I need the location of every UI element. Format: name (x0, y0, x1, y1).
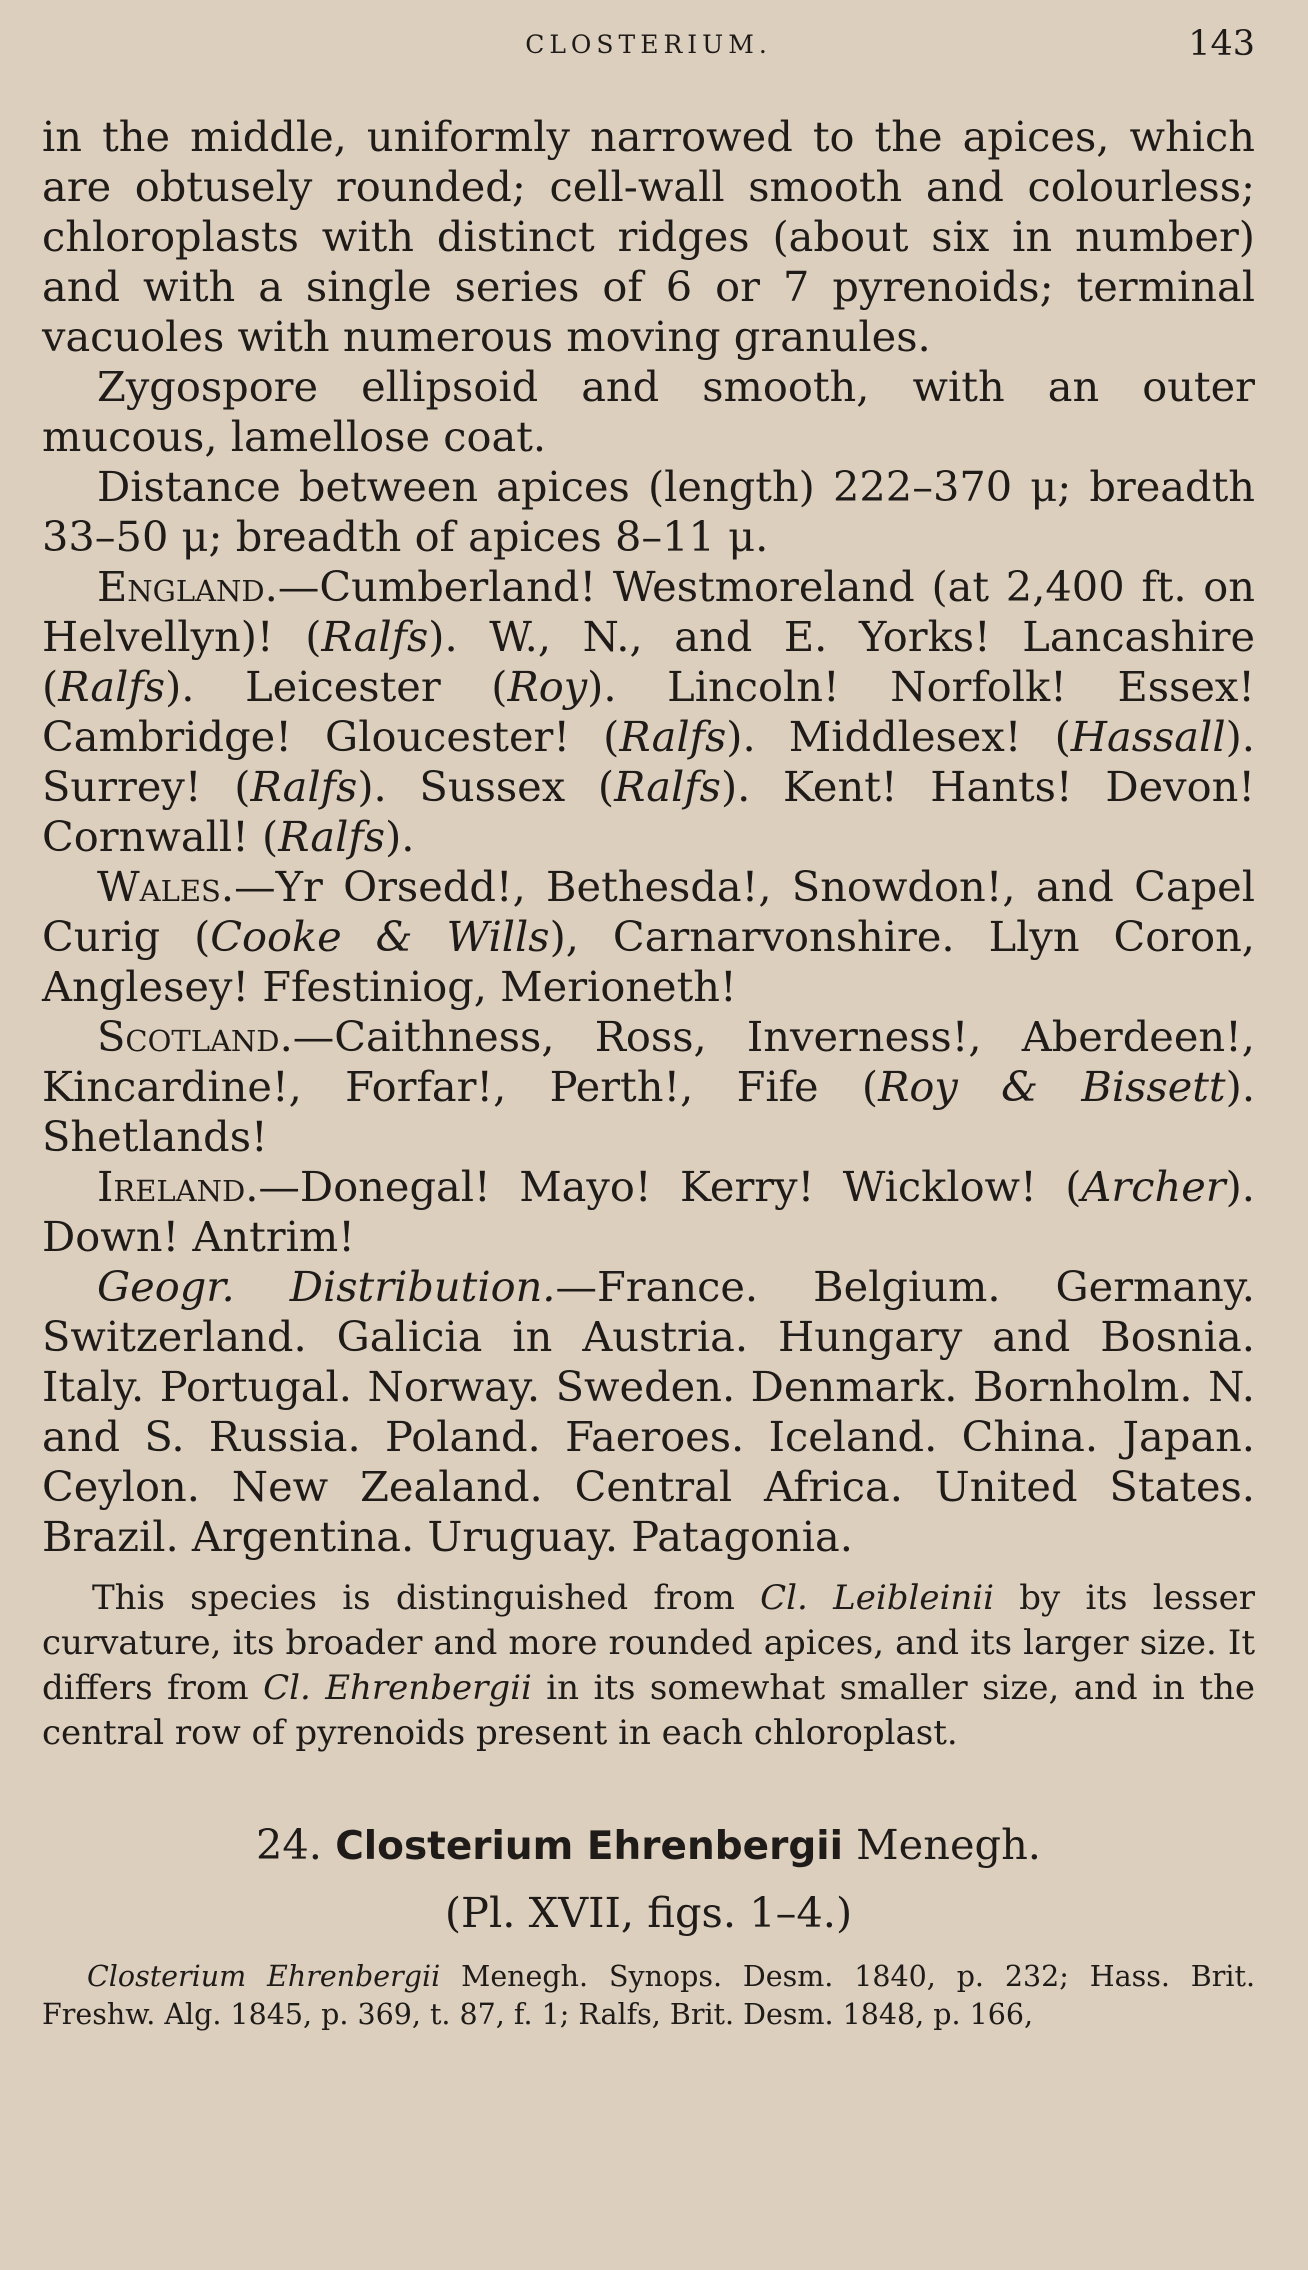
collector-name: Roy (507, 662, 588, 711)
distribution-label: Geogr. Distribution. (97, 1262, 556, 1311)
page-number: 143 (1188, 24, 1255, 64)
main-text (42, 112, 1255, 1562)
reference-citations: Menegh. Synops. Desm. 1840, p. 232; Hass. Brit. Freshw. Alg. 1845, p. 369, t. 87, f. 1; Ralfs, Brit. Desm. 1848, p. 166, (42, 1960, 1256, 2031)
scotland-paragraph (42, 1012, 1255, 1162)
england-text: ). Kent! Hants! Devon! Cornwall! ( (42, 762, 1255, 861)
england-text: —Cumberland! Westmoreland (at 2,400 ft. on Helvellyn)! ( (42, 562, 1255, 661)
references-text (42, 1958, 1255, 2034)
collector-name: Hassall (1070, 712, 1226, 761)
taxon-name: Cl. Leibleinii (760, 1578, 994, 1618)
species-author: Menegh. (856, 1820, 1041, 1869)
ireland-label: Ireland. (97, 1162, 259, 1211)
species-heading (42, 1820, 1255, 1872)
references-paragraph (42, 1958, 1255, 2034)
scotland-text: —Caithness, Ross, Inverness!, Aberdeen!, Kincardine!, Forfar!, Perth!, Fife ( (42, 1012, 1255, 1111)
wales-text: —Yr Orsedd!, Bethesda!, Snowdon!, and Capel Curig ( (42, 862, 1255, 961)
note-span: in its somewhat smaller size, and in the central row of pyrenoids present in each chloroplast. (42, 1668, 1255, 1753)
wales-text: ), Carnarvonshire. Llyn Coron, Anglesey! Ffestiniog, Merioneth! (42, 912, 1255, 1011)
ireland-text: ). Down! Antrim! (42, 1162, 1255, 1261)
taxon-name: Cl. Ehrenbergii (263, 1668, 532, 1708)
england-text: ). Surrey! ( (42, 712, 1255, 811)
collector-name: Ralfs (614, 762, 721, 811)
dimensions-paragraph: Distance between apices (length) 222–370 μ; breadth 33–50 μ; breadth of apices 8–11 μ. (42, 462, 1255, 561)
collector-name: Ralfs (58, 662, 166, 711)
scotland-text: ). Shetlands! (42, 1062, 1256, 1161)
plate-reference: (Pl. XVII, figs. 1–4.) (444, 1888, 853, 1937)
wales-paragraph (42, 862, 1255, 1012)
note-span: by its lesser curvature, its broader and more rounded apices, and its larger size. It differs from (42, 1578, 1255, 1708)
collector-name: Ralfs (619, 712, 727, 761)
collector-name: Archer (1081, 1162, 1226, 1211)
ireland-paragraph (42, 1162, 1255, 1262)
species-name: Closterium Ehrenbergii (335, 1824, 843, 1869)
england-paragraph (42, 562, 1255, 862)
collector-name: Ralfs (250, 762, 358, 811)
distribution-text: —France. Belgium. Germany. Switzerland. Galicia in Austria. Hungary and Bosnia. Italy. Portugal. Norway. Sweden. Denmark. Bornholm. N. and S. Russia. Poland. Faeroes. Iceland. China. Japan. Ceylon. New Zealand. Central Africa. United States. Brazil. Argentina. Uruguay. Patagonia. (42, 1262, 1255, 1561)
running-head (42, 22, 1255, 82)
collector-name: Cooke & Wills (210, 912, 550, 961)
zygospore-paragraph: Zygospore ellipsoid and smooth, with an outer mucous, lamellose coat. (42, 362, 1255, 461)
note-paragraph (42, 1576, 1255, 1756)
england-label: England. (97, 562, 278, 611)
wales-label: Wales. (97, 862, 235, 911)
note-span: This species is distinguished from (92, 1578, 761, 1618)
england-text: ). (385, 812, 415, 861)
book-page (0, 22, 1308, 2270)
england-text: ). W., N., and E. Yorks! Lancashire ( (42, 612, 1255, 711)
collector-name: Ralfs (321, 612, 429, 661)
note-text (42, 1576, 1255, 1756)
england-text: ). Leicester ( (165, 662, 508, 711)
scotland-label: Scotland. (97, 1012, 293, 1061)
description-paragraph: in the middle, uniformly narrowed to the apices, which are obtusely rounded; cell-wall smooth and colourless; chloroplasts with distinct ridges (about six in number) and with a single series of 6 or 7 pyrenoids; terminal vacuoles with numerous moving granules. (42, 112, 1255, 361)
reference-taxon: Closterium Ehrenbergii (87, 1960, 441, 1993)
distribution-paragraph (42, 1262, 1255, 1562)
collector-name: Roy & Bissett (878, 1062, 1226, 1111)
england-text: ). Middlesex! ( (726, 712, 1071, 761)
england-text: ). Sussex ( (357, 762, 615, 811)
ireland-text: —Donegal! Mayo! Kerry! Wicklow! ( (258, 1162, 1082, 1211)
england-text: ). Lincoln! Norfolk! Essex! Cambridge! Gloucester! ( (42, 662, 1255, 761)
collector-name: Ralfs (278, 812, 386, 861)
species-number: 24. (255, 1820, 322, 1869)
running-title: CLOSTERIUM. (525, 30, 772, 59)
